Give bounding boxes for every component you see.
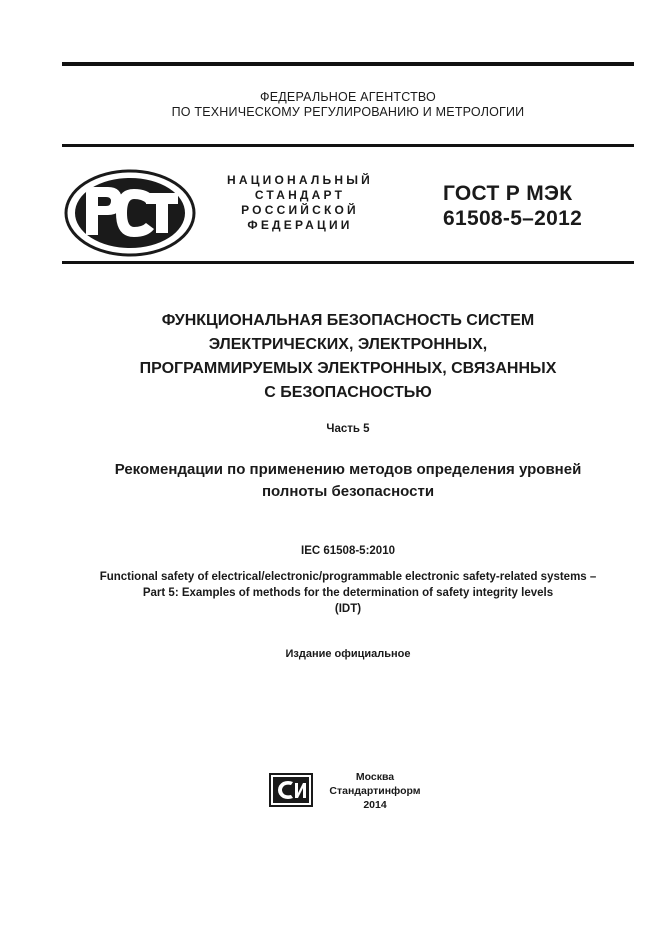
english-title <box>52 569 644 617</box>
edition-label: Издание официальное <box>285 648 411 660</box>
national-line-3: РОССИЙСКОЙ <box>241 203 359 217</box>
title-line-1: ФУНКЦИОНАЛЬНАЯ БЕЗОПАСНОСТЬ СИСТЕМ <box>161 312 535 329</box>
top-rule <box>62 62 634 66</box>
publisher-year: 2014 <box>363 799 387 811</box>
national-line-2: СТАНДАРТ <box>254 188 346 202</box>
english-line-2: Part 5: Examples of methods for the determination of safety integrity levels <box>142 587 554 599</box>
title-line-4: С БЕЗОПАСНОСТЬЮ <box>264 384 432 401</box>
designation-rule <box>62 261 634 264</box>
subtitle-line-1: Рекомендации по применению методов определения уровней <box>114 461 582 478</box>
header-rule <box>62 144 634 147</box>
national-standard-label <box>202 173 398 233</box>
english-line-1: Functional safety of electrical/electronic/programmable electronic safety-related systems – <box>99 571 597 583</box>
document-title <box>62 309 634 405</box>
standard-designation <box>443 181 623 231</box>
iec-reference: IEC 61508-5:2010 <box>301 545 395 557</box>
publisher-name: Стандартинформ <box>329 785 421 797</box>
publisher-block <box>325 770 425 812</box>
agency-header <box>62 90 634 120</box>
english-line-3: (IDT) <box>334 603 362 615</box>
rst-emblem-icon <box>64 169 196 257</box>
subtitle-line-2: полноты безопасности <box>261 483 435 500</box>
publisher-city: Москва <box>355 771 395 783</box>
standartinform-logo-icon <box>269 773 313 807</box>
national-line-1: НАЦИОНАЛЬНЫЙ <box>226 173 374 187</box>
designation-line-1: ГОСТ Р МЭК <box>443 182 573 205</box>
part-label: Часть 5 <box>326 423 370 435</box>
document-subtitle <box>62 459 634 503</box>
title-line-2: ЭЛЕКТРИЧЕСКИХ, ЭЛЕКТРОННЫХ, <box>208 336 488 353</box>
national-line-4: ФЕДЕРАЦИИ <box>247 218 353 232</box>
designation-line-2: 61508-5–2012 <box>443 207 583 230</box>
title-line-3: ПРОГРАММИРУЕМЫХ ЭЛЕКТРОННЫХ, СВЯЗАННЫХ <box>139 360 557 377</box>
agency-line-2: ПО ТЕХНИЧЕСКОМУ РЕГУЛИРОВАНИЮ И МЕТРОЛОГИИ <box>171 105 525 119</box>
agency-line-1: ФЕДЕРАЛЬНОЕ АГЕНТСТВО <box>260 90 436 104</box>
